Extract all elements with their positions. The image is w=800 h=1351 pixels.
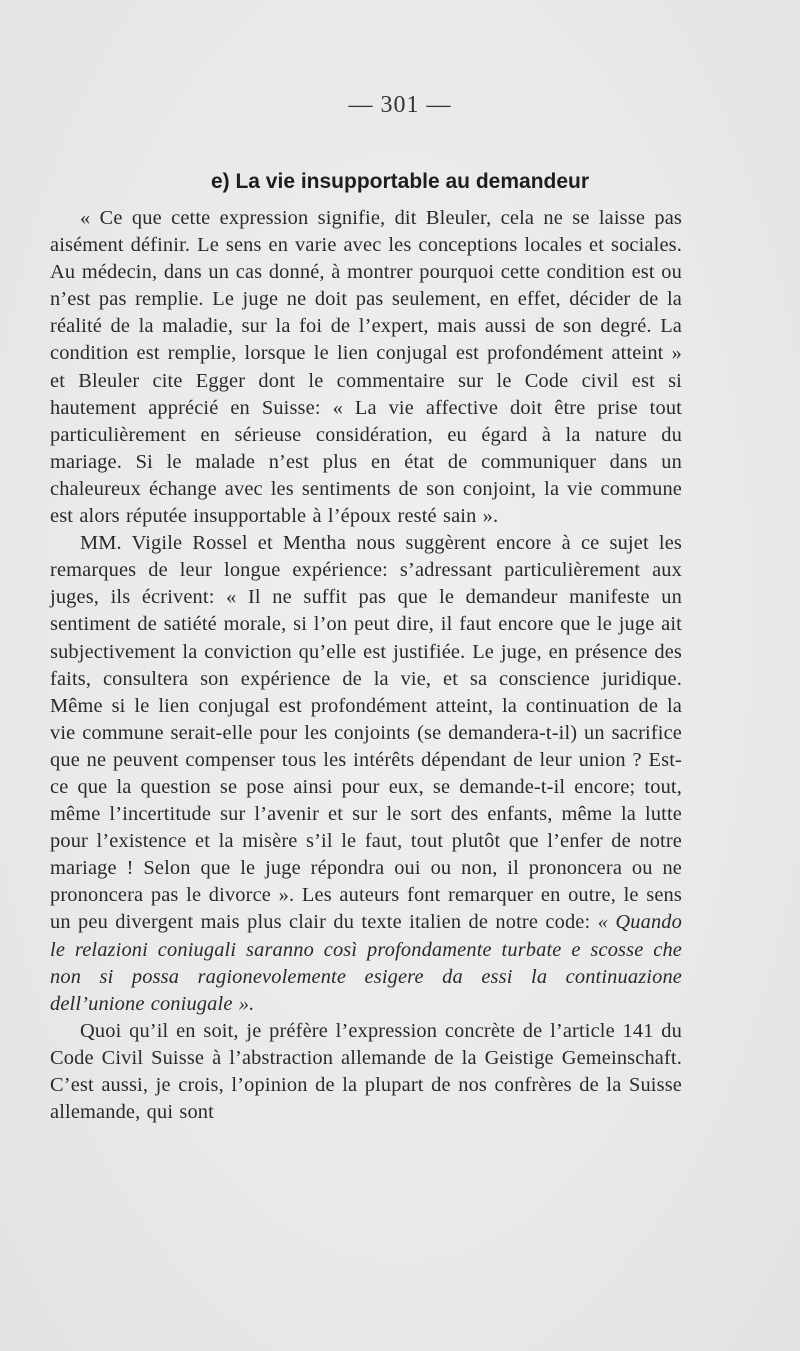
paragraph-bleuler: « Ce que cette expression signifie, dit Bleuler, cela ne se laisse pas aisément définir. Le sens en varie avec les conceptions locales et sociales. Au médecin, dans un cas donné, à montrer pourquoi cette condition est ou n’est pas remplie. Le juge ne doit pas seulement, en effet, décider de la réalité de la maladie, sur la foi de l’expert, mais aussi de son degré. La condition est remplie, lorsque le lien conjugal est profondément atteint » et Bleuler cite Egger dont le commentaire sur le Code civil est si hautement apprécié en Suisse: « La vie affective doit être prise tout particulièrement en sérieuse considération, eu égard à la nature du mariage. Si le malade n’est plus en état de communiquer dans un chaleureux échange avec les sentiments de son conjoint, la vie commune est alors réputée insupportable à l’époux resté sain ». — [50, 207, 682, 528]
paragraph-rossel-mentha-text: MM. Vigile Rossel et Mentha nous suggèrent encore à ce sujet les remarques de leur longue expérience: s’adressant particulièrement aux juges, ils écrivent: « Il ne suffit pas que le demandeur manifeste un sentiment de satiété morale, si l’on peut dire, il faut encore que le juge ait subjectivement la conviction qu’elle est justifiée. Le juge, en présence des faits, consultera son expérience de la vie, et sa conscience juridique. Même si le lien conjugal est profondément atteint, la continuation de la vie commune serait-elle pour les conjoints (se demandera-t-il) un sacrifice que ne peuvent compenser tous les intérêts dépendant de leur union ? Est-ce que la question se pose ainsi pour eux, se demande-t-il encore; tout, même l’incertitude sur l’avenir et sur le sort des enfants, même la lutte pour l’existence et la misère s’il le faut, tout plutôt que l’enfer de notre mariage ! Selon que le juge répondra oui ou non, il prononcera ou ne prononcera pas le divorce ». Les auteurs font remarquer en outre, le sens un peu divergent mais plus clair du texte italien de notre code: — [50, 532, 682, 934]
paragraph-rossel-mentha — [50, 530, 682, 1018]
italian-code-quote: « Quando le relazioni coniugali saranno così profondamente turbate e scosse che non si possa ragionevolemente esigere da essi la continuazione dell’unione coniugale ». — [50, 911, 682, 1015]
paragraph-conclusion: Quoi qu’il en soit, je préfère l’expression concrète de l’article 141 du Code Civil Suisse à l’abstraction allemande de la Geistige Gemeinschaft. C’est aussi, je crois, l’opinion de la plupart de nos confrères de la Suisse allemande, qui sont — [50, 1019, 682, 1124]
body-text — [50, 205, 682, 1126]
section-title: e) La vie insupportable au demandeur — [210, 170, 590, 193]
page-number: — 301 — — [348, 92, 452, 118]
